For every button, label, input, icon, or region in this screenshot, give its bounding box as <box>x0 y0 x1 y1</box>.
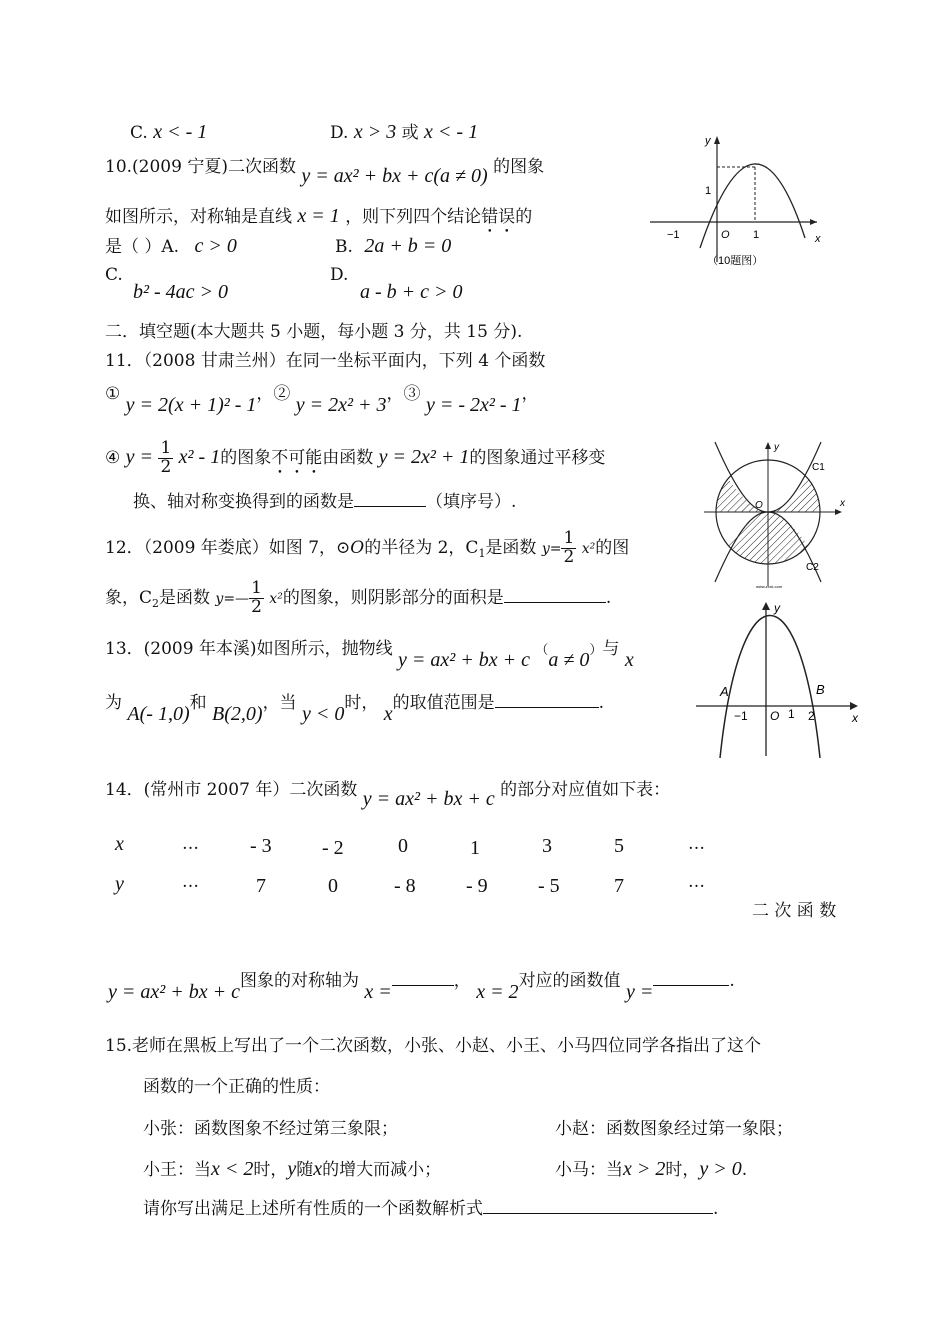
q12-sub1: 1 <box>478 547 486 561</box>
q11-answer-blank[interactable] <box>354 492 426 507</box>
q14-line2-b: 对应的函数值 <box>518 971 621 991</box>
q13-x-arrow <box>850 702 858 710</box>
q14-cell: - 2 <box>322 837 344 859</box>
q14-cell: - 5 <box>538 875 560 897</box>
q10-opt-b <box>335 234 451 258</box>
q15-ma-b: 时， <box>665 1160 700 1180</box>
q15-wang-d: 的增大而减小； <box>322 1160 442 1180</box>
q14-tail-right: 二 次 函 数 <box>752 901 837 921</box>
q14-sep: ， <box>453 971 471 991</box>
q13-curve <box>720 616 820 759</box>
q10-opt-b-label: B. <box>335 237 353 257</box>
q13-paren-close: ） <box>589 643 603 658</box>
q15-ask <box>143 1199 718 1219</box>
q14-intro <box>105 777 671 810</box>
q13-line1 <box>105 636 634 671</box>
q13-line2 <box>105 690 605 725</box>
q15-answer-blank[interactable] <box>483 1199 713 1214</box>
q14-intro-a: 14．(常州市 2007 年）二次函数 <box>105 780 358 800</box>
q15-wang-x: x <box>313 1158 323 1180</box>
q14-cell: - 9 <box>466 875 488 897</box>
q13-parabola-figure <box>692 598 867 758</box>
q11-f4-den: 2 <box>160 456 172 477</box>
q10-line3-a: 是（ ）A. <box>105 237 180 257</box>
q15-wang-y: y <box>287 1158 297 1180</box>
q10-line2-b: ，则下列四个结论 <box>345 207 482 227</box>
q12-line2-c: 的图象，则阴影部分的面积是 <box>282 587 504 608</box>
q12-line2-end: . <box>605 587 612 608</box>
q12-line1-a: 12．（2009 年娄底）如图 7，⊙ <box>105 537 351 558</box>
q11-line3 <box>105 440 605 478</box>
q11-f4-b: x² - 1 <box>178 445 221 468</box>
q15-wang-a: 小王：当 <box>143 1160 211 1180</box>
q15-wang <box>143 1157 441 1181</box>
q11-line4-end: （填序号）. <box>426 492 517 512</box>
q10-axis: x = 1 <box>297 205 340 227</box>
q12-sub2: 2 <box>152 597 160 611</box>
q15-ma-c: y > 0 <box>699 1158 742 1180</box>
q13-cond: a ≠ 0 <box>548 649 590 671</box>
q11-line4 <box>133 492 516 512</box>
q13-cond2: y < 0 <box>301 703 345 725</box>
q12-f1-num: 1 <box>563 528 575 548</box>
q9-opt-d-or: 或 <box>401 123 419 143</box>
q11-c2: ，② <box>256 384 291 404</box>
q12-answer-blank[interactable] <box>504 588 606 603</box>
q10-line3 <box>105 234 237 258</box>
q10-fig-one-y: 1 <box>705 185 712 197</box>
q12-f1-a: y= <box>541 540 562 557</box>
q9-opt-d-label: D. <box>330 123 349 143</box>
q13-line2-b: 的取值范围是 <box>392 693 495 713</box>
q13-line2-end: . <box>598 693 605 713</box>
q13-xvar: x <box>624 649 634 671</box>
q12-fig-c2: C2 <box>806 562 819 573</box>
q13-fig-m1: −1 <box>734 709 748 723</box>
q12-x-arrow <box>835 509 842 515</box>
q14-cell: … <box>182 834 199 854</box>
q13-fig-o: O <box>770 709 780 723</box>
q15-ma-end: . <box>741 1160 748 1180</box>
q13-answer-blank[interactable] <box>495 693 599 708</box>
q9-option-c <box>130 120 207 144</box>
q12-f1-frac <box>561 530 576 567</box>
q12-f2-frac <box>249 580 264 617</box>
q11-f4-num: 1 <box>160 438 172 458</box>
q12-f2-num: 1 <box>251 578 262 598</box>
q9-opt-d-expr-a: x > 3 <box>353 121 397 143</box>
q13-fig-a: A <box>720 684 729 699</box>
q11-c3: ，③ <box>386 384 421 404</box>
q12-f1-den: 2 <box>563 546 575 567</box>
q13-fig-y: y <box>774 601 780 615</box>
q12-f2-den: 2 <box>251 596 262 617</box>
q11-intro: 11．（2008 甘肃兰州）在同一坐标平面内，下列 4 个函数 <box>105 351 546 371</box>
q10-suffix: 的图象 <box>493 157 545 177</box>
q12-fig-x: x <box>840 498 845 509</box>
q13-line2-a: 为 <box>105 693 122 713</box>
q13-fig-b: B <box>816 682 825 697</box>
q14-x2: x = 2 <box>476 981 519 1003</box>
q14-line2-a: 图象的对称轴为 <box>240 971 359 991</box>
q14-cell: … <box>182 872 199 892</box>
q10-x-arrow <box>810 219 817 225</box>
q9-opt-c-label: C. <box>130 123 148 143</box>
q10-y-arrow <box>714 136 720 144</box>
q12-fig-y: y <box>774 442 779 453</box>
q14-cell: 5 <box>614 835 624 857</box>
q15-line2: 函数的一个正确的性质： <box>143 1077 330 1097</box>
q13-fig-x: x <box>852 711 858 725</box>
q11-f2: y = 2x² + 3 <box>295 394 387 416</box>
q13-fig-2: 2 <box>808 709 815 723</box>
q12-line2 <box>105 580 611 617</box>
q12-y-arrow <box>765 442 771 449</box>
q11-line4-text: 换、轴对称变换得到的函数是 <box>133 492 354 512</box>
section2-heading: 二．填空题(本大题共 5 小题，每小题 3 分，共 15 分). <box>105 322 523 342</box>
q15-ma-a: 小马：当 <box>555 1160 623 1180</box>
q10-opt-a: c > 0 <box>194 235 237 257</box>
q11-c4: ④ <box>105 447 121 468</box>
q11-f4-frac <box>158 440 173 477</box>
q14-line2-func: y = ax² + bx + c <box>108 981 240 1003</box>
q10-line2-a: 如图所示，对称轴是直线 <box>105 207 292 227</box>
q9-option-d <box>330 120 478 144</box>
q14-axis-blank[interactable] <box>392 971 454 986</box>
q12-f2-b: x² <box>269 590 283 607</box>
q11-f1: y = 2(x + 1)² - 1 <box>125 394 257 416</box>
q15-zhang: 小张：函数图象不经过第三象限； <box>143 1119 398 1139</box>
q15-zhao: 小赵：函数图象经过第一象限； <box>555 1119 793 1139</box>
q14-cell: 7 <box>614 875 624 897</box>
q10-fig-o: O <box>721 229 730 241</box>
q14-cell: x <box>115 833 124 855</box>
q13-line1-a: 13．(2009 年本溪)如图所示，抛物线 <box>105 639 393 659</box>
q11-mid-emph: 不可能 <box>271 447 323 468</box>
q15-line1: 15.老师在黑板上写出了一个二次函数，小张、小赵、小王、小马四位同学各指出了这个 <box>105 1036 762 1056</box>
q13-func: y = ax² + bx + c <box>397 649 530 671</box>
q10-parabola-figure <box>645 130 830 270</box>
q10-opt-c-label: C. <box>105 265 123 285</box>
q10-line2-c: 的 <box>515 207 533 227</box>
q12-line1-d: 的图 <box>595 537 630 558</box>
q14-xeq: x = <box>364 981 392 1003</box>
q10-line1 <box>105 154 545 187</box>
q13-and: 和 <box>189 693 207 713</box>
q10-fig-x: x <box>815 233 821 245</box>
q9-opt-c-expr: x < - 1 <box>153 121 208 143</box>
q10-fig-y: y <box>705 135 711 147</box>
q9-opt-d-expr-b: x < - 1 <box>424 121 479 143</box>
q10-func: y = ax² + bx + c(a ≠ 0) <box>301 165 488 187</box>
q13-when: 时， <box>344 693 379 713</box>
q13-xvar2: x <box>383 703 393 725</box>
q12-o: O <box>350 537 365 558</box>
q11-f3: y = - 2x² - 1 <box>425 394 522 416</box>
q14-cell: 1 <box>470 837 480 859</box>
q12-f2-a: y=— <box>215 590 250 607</box>
q10-opt-d: a - b + c > 0 <box>360 281 463 303</box>
q12-line1-c: 是函数 <box>485 537 537 558</box>
q11-f4-a: y = <box>125 445 154 468</box>
q10-line2 <box>105 204 532 237</box>
q14-func: y = ax² + bx + c <box>362 788 495 810</box>
q12-f1-b: x² <box>581 540 596 557</box>
q14-end: . <box>729 971 735 991</box>
q10-emph: 错误 <box>481 207 516 227</box>
q11-mid-a: 的图象 <box>220 447 272 468</box>
q11-f5: y = 2x² + 1 <box>378 445 470 468</box>
q14-cell: 7 <box>256 875 266 897</box>
q13-fig-1: 1 <box>788 707 795 721</box>
q12-circle-figure <box>700 440 850 590</box>
q14-line2 <box>108 968 735 1003</box>
q13-y-arrow <box>762 602 770 610</box>
q11-mid-c: 的图象通过平移变 <box>469 447 606 468</box>
q10-opt-d-label: D. <box>330 265 349 285</box>
q15-ask-text: 请你写出满足上述所有性质的一个函数解析式 <box>143 1199 483 1219</box>
q13-paren-open: （ <box>535 643 549 658</box>
q11-line2 <box>105 381 539 416</box>
q15-wang-c: 随 <box>296 1160 314 1180</box>
q10-prefix: 10.(2009 宁夏)二次函数 <box>105 157 296 177</box>
q14-cell: 3 <box>542 835 552 857</box>
q12-fig-credit: www.zxxk.com <box>756 584 783 589</box>
q10-opt-c: b² - 4ac > 0 <box>133 281 229 303</box>
q15-ask-end: . <box>713 1199 719 1219</box>
q14-cell: 0 <box>328 875 338 897</box>
q15-ma <box>555 1157 747 1181</box>
q14-value-blank[interactable] <box>653 971 729 986</box>
q13-comma: ，当 <box>262 693 297 713</box>
q15-ma-cond: x > 2 <box>623 1158 666 1180</box>
q12-line1 <box>105 530 629 567</box>
q12-fig-o: O <box>755 500 763 511</box>
q13-pa: A(- 1,0) <box>127 703 190 725</box>
q14-cell: … <box>688 834 705 854</box>
q13-line1-b: 与 <box>602 639 620 659</box>
q14-cell: y <box>115 873 124 895</box>
q14-intro-b: 的部分对应值如下表： <box>500 780 671 800</box>
q10-fig-minus-one: −1 <box>667 229 680 241</box>
q11-c4-end: ， <box>521 384 539 404</box>
q15-wang-b: 时， <box>253 1160 288 1180</box>
q11-mid-b: 由函数 <box>322 447 374 468</box>
q14-cell: 0 <box>398 835 408 857</box>
q14-cell: - 3 <box>250 835 272 857</box>
q10-opt-b-expr: 2a + b = 0 <box>364 235 452 257</box>
q14-cell: - 8 <box>394 875 416 897</box>
q10-fig-caption: （10题图） <box>707 255 764 267</box>
q11-c1: ① <box>105 384 121 404</box>
q12-line2-a: 象，C <box>105 587 153 608</box>
q12-line1-b: 的半径为 2，C <box>364 537 479 558</box>
q10-fig-one-x: 1 <box>753 229 760 241</box>
q12-fig-c1: C1 <box>812 462 825 473</box>
q15-wang-cond: x < 2 <box>211 1158 254 1180</box>
q12-line2-b: 是函数 <box>159 587 211 608</box>
q14-yeq: y = <box>625 981 654 1003</box>
q13-pb: B(2,0) <box>212 703 263 725</box>
q14-cell: … <box>688 872 705 892</box>
